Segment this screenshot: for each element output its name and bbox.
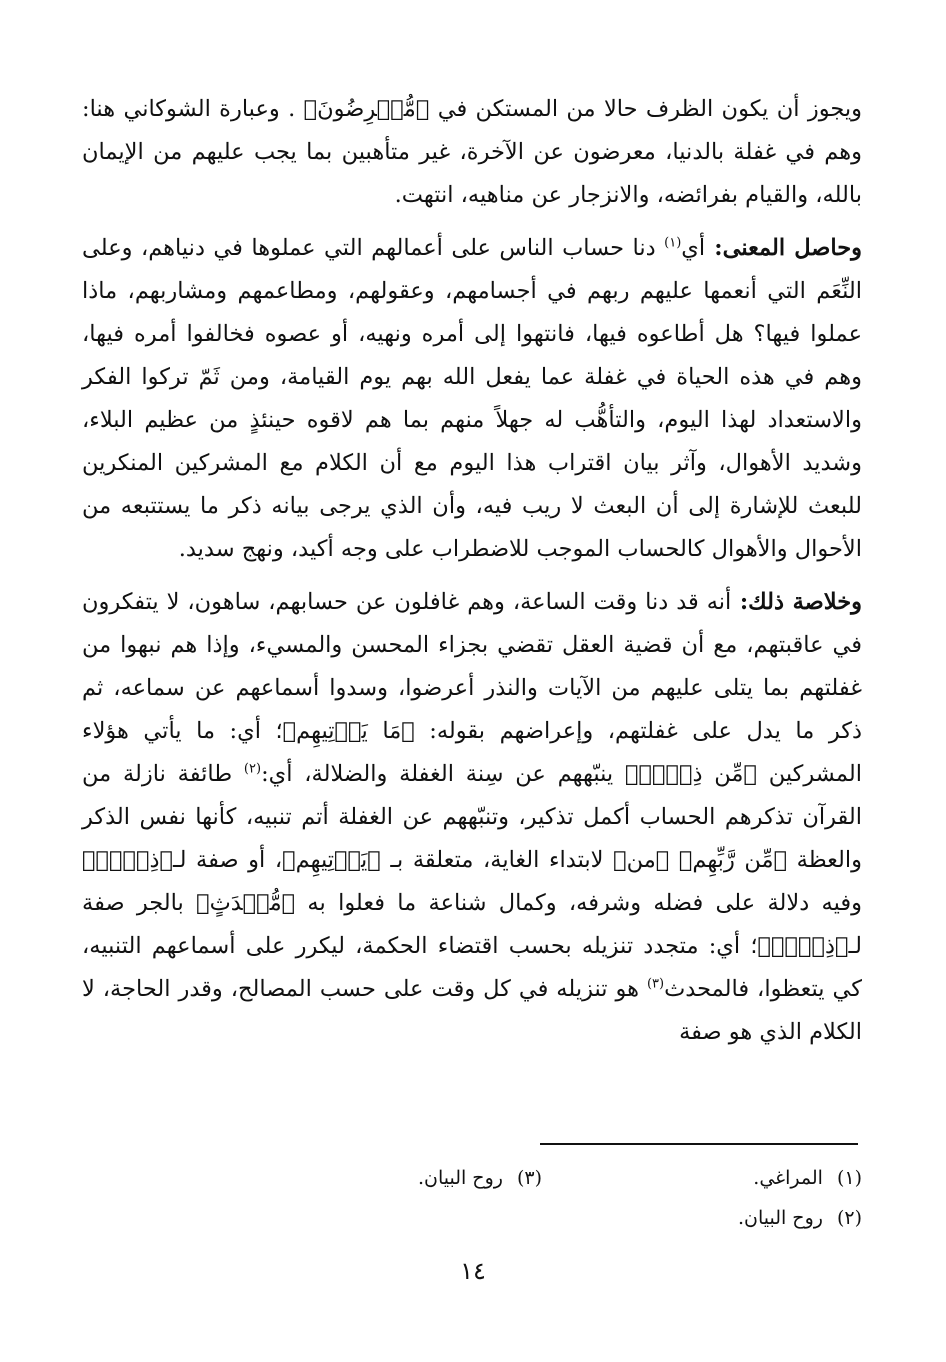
footnote-3-text: روح البيان.: [417, 1167, 503, 1189]
footnote-2-number: (٢): [836, 1207, 862, 1229]
paragraph-3-heading: وخلاصة ذلك:: [731, 589, 862, 615]
paragraph-3-text-start: أنه قد دنا وقت الساعة، وهم غافلون عن حسابهم، ساهون، لا يتفكرون في عاقبتهم، مع أن قضية العقل تقضي بجزاء المحسن والمسيء، وإذا هم نبهوا من غفلتهم بما يتلى عليهم من الآيات والنذر أعرضوا، وسدوا أسماعهم عن سماعه، ثم ذكر ما يدل على غفلتهم، وإعراضهم بقوله: ﴿مَا يَأۡتِيهِم﴾؛ أي: ما يأتي هؤلاء المشركين ﴿مِّن ذِكۡرٖ﴾ ينبّههم عن سِنة الغفلة والضلالة، أي:: [82, 589, 862, 787]
footnote-3-number: (٣): [516, 1167, 542, 1189]
footnote-row-1: [82, 1158, 862, 1198]
footnote-ref-2[interactable]: (٢): [243, 761, 262, 777]
footnote-separator: [540, 1143, 858, 1145]
footnote-ref-1[interactable]: (١): [664, 235, 682, 251]
footnote-2: [542, 1198, 862, 1238]
footnote-ref-3[interactable]: (٣): [646, 976, 665, 992]
paragraph-3-text-middle: طائفة نازلة من القرآن تذكرهم الحساب أكمل تذكير، وتنبّههم عن الغفلة أتم تنبيه، كأنها نفس الذكر والعظة ﴿مِّن رَّبِّهِم﴾ ﴿من﴾ لابتداء الغاية، متعلقة بـ ﴿يَأۡتِيهِم﴾، أو صفة لـ﴿ذِكۡرٖ﴾ وفيه دلالة على فضله وشرفه، وكمال شناعة ما فعلوا به ﴿مُّحۡدَثٍ﴾ بالجر صفة لـ﴿ذِكۡرٖ﴾؛ أي: متجدد تنزيله بحسب اقتضاء الحكمة، ليكرر على أسماعهم التنبيه، كي يتعظوا، فالمحدث: [82, 761, 862, 1002]
footnote-1: [542, 1158, 862, 1198]
footnote-2-text: روح البيان.: [737, 1207, 823, 1229]
paragraph-2: [82, 227, 862, 571]
page-number: ١٤: [460, 1257, 486, 1285]
paragraph-2-text: دنا حساب الناس على أعمالهم التي عملوها في دنياهم، وعلى النِّعَم التي أنعمها عليهم ربهم في أجسامهم، وعقولهم، ومطاعمهم ومشاربهم، ماذا عملوا فيها؟ هل أطاعوه فيها، فانتهوا إلى أمره ونهيه، أو عصوه فخالفوا أمره فيها، وهم في هذه الحياة في غفلة عما يفعل الله بهم يوم القيامة، ومن ثَمّ تركوا الفكر والاستعداد لهذا اليوم، والتأهُّب له جهلاً منهم بما هم لاقوه حينئذٍ من عظيم البلاء، وشديد الأهوال، وآثر بيان اقتراب هذا اليوم مع أن الكلام مع المشركين المنكرين للبعث للإشارة إلى أن البعث لا ريب فيه، وأن الذي يرجى بيانه ذكر ما يستتبعه من الأحوال والأهوال كالحساب الموجب للاضطراب على وجه أكيد، ونهج سديد.: [82, 235, 862, 562]
footnote-row-2: [82, 1198, 862, 1238]
paragraph-3-text-end: هو تنزيله في كل وقت على حسب المصالح، وقدر الحاجة، لا الكلام الذي هو صفة: [82, 976, 862, 1045]
paragraph-2-heading: وحاصل المعنى:: [705, 235, 862, 261]
paragraph-1-text: ويجوز أن يكون الظرف حالا من المستكن في ﴿مُّعۡرِضُونَ﴾ . وعبارة الشوكاني هنا: وهم في غفلة بالدنيا، معرضون عن الآخرة، غير متأهبين بما يجب عليهم من الإيمان بالله، والقيام بفرائضه، والانزجار عن مناهيه، انتهت.: [82, 96, 862, 208]
paragraph-1: [82, 88, 862, 217]
footnotes: [82, 1158, 862, 1238]
footnote-3: [222, 1158, 542, 1198]
footnote-1-text: المراغي.: [753, 1167, 823, 1189]
paragraph-2-text-start: أي: [681, 235, 706, 261]
main-text: [82, 88, 862, 1054]
footnote-1-number: (١): [836, 1167, 862, 1189]
paragraph-3: [82, 581, 862, 1054]
